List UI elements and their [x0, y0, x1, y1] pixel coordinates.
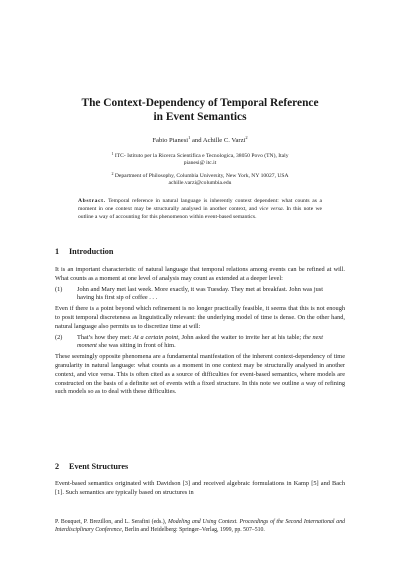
section-2-heading: [55, 462, 128, 472]
footer-italic-title: Modeling and Using Context. Proceedings of the Second International and Interdisciplinary Conference: [55, 519, 345, 534]
example-2-part-c: , John asked the waiter to invite her at his table;: [178, 333, 302, 341]
section-1-paragraph-2: Even if there is a point beyond which refinement is no longer practically feasible, it seems that this is not enough to posit temporal discreteness as linguistically relevant: the underlying model of time is dense. On the other hand, natural language also permits us to discretize time at will:: [55, 305, 345, 330]
section-1-title: Introduction: [69, 247, 114, 256]
example-1-number: (1): [55, 285, 63, 293]
example-2-part-e: she was sitting in front of him.: [98, 342, 176, 350]
abstract: [78, 197, 322, 221]
author-connector: and: [192, 137, 202, 145]
affiliation-1: [84, 150, 316, 168]
section-2-paragraph-1: Event-based semantics originated with Davidson [3] and received algebraic formulations in Kamp [5] and Bach [1]. Such semantics are typically based on structures in: [55, 480, 345, 496]
author-line: [60, 134, 340, 145]
example-2-emph-2: the next moment: [77, 333, 323, 350]
abstract-text-2: . In this note we outline a way of accounting for this phenomenon within event-based semantics.: [78, 206, 322, 220]
example-2-text: [77, 334, 323, 352]
example-2-number: (2): [55, 333, 63, 341]
affiliation-2-line-1: Department of Philosophy, Columbia University, New York, NY 10027, USA: [114, 172, 289, 179]
section-1-number: 1: [55, 247, 60, 256]
affiliation-1-email: pianesi@ itc.it: [183, 160, 217, 167]
section-1-paragraph-3: These seemingly opposite phenomena are a fundamental manifestation of the inherent context-dependency of time granularity in natural language: what counts as a moment in one context may be structurally analysed in another context, and vice versa. This is often cited as a source of difficulties for event-based semantics, where models are constructed on the basis of a definite set of events with a fixed structure. In this note we outline a way of refining such models so as to deal with these difficulties.: [55, 353, 345, 396]
section-2-title: Event Structures: [69, 462, 129, 471]
paper-title: [60, 96, 340, 124]
publication-footer: [55, 518, 345, 534]
section-1-heading: [55, 247, 113, 257]
example-2: [55, 334, 323, 352]
title-line-2: in Event Semantics: [153, 111, 247, 123]
author-1-mark: 1: [188, 135, 191, 140]
section-1-paragraph-1: It is an important characteristic of natural language that temporal relations among events can be refined at will. What counts as a moment at one level of analysis may count as extended at a deeper level:: [55, 266, 345, 282]
example-1-text: John and Mary met last week. More exactly, it was Tuesday. They met at breakfast. John was just having his first sip of coffee . . .: [77, 285, 323, 302]
abstract-text-1: Temporal reference in natural language is inherently context dependent: what counts as a moment in one context may be structurally analysed in another context, and: [78, 198, 322, 212]
section-2-number: 2: [55, 462, 60, 471]
abstract-label: Abstract.: [78, 198, 106, 204]
example-1: [55, 286, 323, 304]
author-2: Achille C. Varzi: [202, 137, 246, 145]
example-2-emph-1: At a certain point: [133, 333, 179, 341]
author-1: Fabio Pianesi: [152, 137, 189, 145]
section-1-body: [55, 266, 345, 397]
example-2-part-a: That’s how they met:: [77, 333, 132, 341]
footer-text-2: , Berlin and Heidelberg: Springer–Verlag, 1999, pp. 507–510.: [121, 527, 265, 534]
footer-text-1: P. Bouquet, P. Brezillon, and L. Serafini (eds.),: [55, 519, 167, 525]
affiliation-2-mark: 2: [111, 170, 114, 176]
author-2-mark: 2: [245, 135, 248, 140]
affiliation-2-email: achille.varzi@columbia.edu: [168, 180, 232, 187]
title-line-1: The Context-Dependency of Temporal Reference: [81, 97, 319, 109]
abstract-vice-versa: vice versa: [259, 206, 283, 212]
affiliation-1-mark: 1: [111, 151, 114, 156]
affiliation-2: [84, 170, 316, 188]
affiliation-1-line-1: ITC- Istituto per la Ricerca Scientifica e Tecnologica, 38050 Povo (TN), Italy: [114, 153, 289, 159]
affiliations: [84, 150, 316, 190]
